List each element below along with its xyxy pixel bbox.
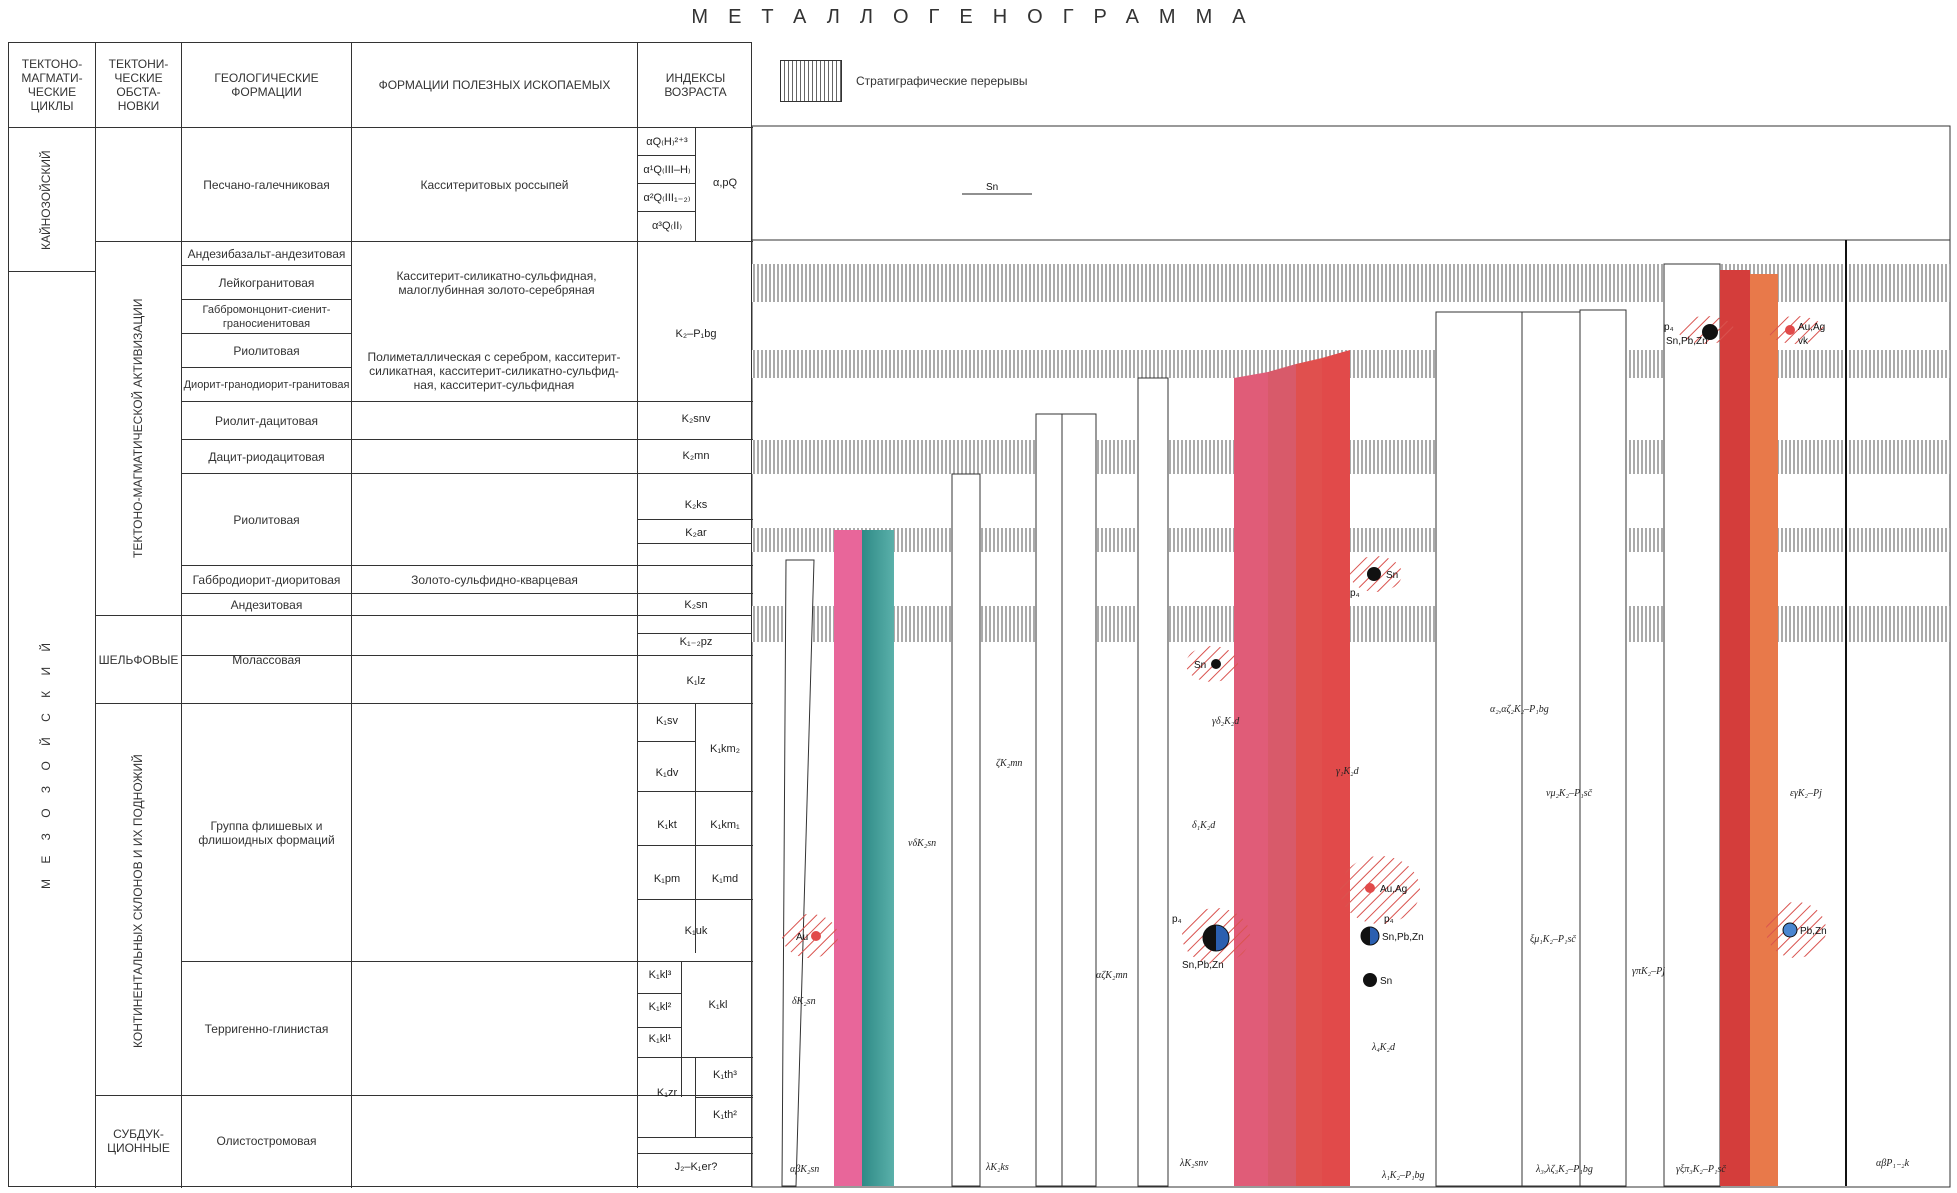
setting-shelf: ШЕЛЬФОВЫЕ [98, 652, 179, 667]
mineral-label: Au,Ag [1380, 884, 1408, 895]
geo-rhyolite-lower: Риолитовая [233, 512, 300, 527]
age-k1km1: K₁km₁ [710, 819, 740, 831]
column-g1k2d [1296, 358, 1322, 1186]
column-d1k2d [1268, 364, 1296, 1186]
age-q-h: αQ₍H₎²⁺³ [646, 136, 688, 148]
mineral-label: Sn,Pb,Zn [1182, 960, 1224, 971]
geo-gabbrodiorite: Габбродиорит-диоритовая [192, 572, 341, 587]
age-q-ii: α³Q₍II₎ [651, 220, 683, 232]
mineral-label: Au,Ag [1798, 322, 1826, 333]
header-geological-formations: ГЕОЛОГИЧЕСКИЕ ФОРМАЦИИ [214, 71, 319, 99]
column-egk2pj [1750, 274, 1778, 1186]
mineral-label: Sn [1194, 660, 1207, 671]
ore-cassiterite-placers: Касситеритовых россыпей [420, 177, 569, 192]
age-k1dv: K₁dv [655, 767, 679, 779]
ore-cassiterite-silicate-sulfide: Касситерит-силикатно-сульфидная, малоглубинная золото-серебряная [396, 268, 597, 297]
setting-continental: КОНТИНЕНТАЛЬНЫХ СКЛОНОВ И ИХ ПОДНОЖИЙ [131, 754, 145, 1048]
column-label: ζK₂mn [996, 758, 1023, 769]
age-k1km2: K₁km₂ [710, 743, 740, 755]
mineral-label: p₄ [1350, 588, 1360, 599]
column-lk2ks [952, 474, 980, 1186]
column-label: λ₃,λζ₃K₂–P₁bg [1536, 1164, 1593, 1175]
age-q-iii-h: α¹Q₍III–H₎ [643, 164, 691, 176]
geo-andesite: Андезитовая [230, 597, 303, 612]
age-k1md: K₁md [711, 873, 739, 885]
header-ore-formations: ФОРМАЦИИ ПОЛЕЗНЫХ ИСКОПАЕМЫХ [378, 78, 611, 92]
marker-sn [1211, 659, 1221, 669]
hiatus-legend-label: Стратиграфические перерывы [856, 74, 1028, 88]
column-gxp3 [1664, 264, 1720, 1186]
setting-subduction: СУБДУК-ЦИОННЫЕ [107, 1127, 170, 1155]
column-label: ξμ₁K₂–P₁sč [1530, 934, 1576, 945]
marker-sn3 [1363, 973, 1377, 987]
marker-au [811, 931, 821, 941]
marker-snpbzn2-half [1361, 927, 1370, 945]
geo-rhyolite-upper: Риолитовая [233, 343, 300, 358]
column-ndk2sn-teal [862, 530, 894, 1186]
geo-diorite-granodiorite: Диорит-гранодиорит-гранитовая [183, 378, 350, 391]
column-abk2sn [782, 560, 814, 1186]
geo-gabbromonzonite: Габбромонцонит-сиенит-граносиенитовая [202, 303, 331, 330]
mineral-label: p₄ [1664, 322, 1674, 333]
age-k12pz: K₁₋₂pz [679, 636, 713, 648]
ore-gold-sulfide-quartz: Золото-сульфидно-кварцевая [411, 572, 578, 587]
geo-rhyolite-dacite: Риолит-дацитовая [214, 413, 318, 428]
mineral-label: Sn [1386, 570, 1399, 581]
column-label: α₂,αζ₂K₂–P₁bg [1490, 704, 1549, 715]
column-gd2k2d [1234, 372, 1268, 1186]
column-label: αζK₂mn [1096, 970, 1128, 981]
geo-leucogranite: Лейкогранитовая [218, 275, 315, 290]
geo-flysch: Группа флишевых и флишоидных формаций [198, 818, 335, 847]
column-label: γ₁K₂d [1336, 766, 1359, 777]
column-label: νμ₂K₂–P₁sč [1546, 788, 1592, 799]
column-label: αβK₂sn [790, 1164, 820, 1175]
age-k2ar: K₂ar [685, 527, 707, 539]
age-j2k1er: J₂–K₁er? [674, 1161, 718, 1173]
column-label: νδK₂sn [908, 838, 937, 849]
geo-andesibasalt: Андезибазальт-андезитовая [187, 246, 346, 261]
age-k1kt: K₁kt [657, 819, 677, 831]
mineral-label: Au [796, 932, 809, 943]
column-em1 [1580, 310, 1626, 1186]
mineral-label: Pb,Zn [1800, 926, 1827, 937]
column-zk2mn [1036, 414, 1062, 1186]
marker-auag-top [1785, 325, 1795, 335]
age-k1pm: K₁pm [653, 873, 681, 885]
mineral-label: p₄ [1384, 914, 1394, 925]
marker-sn [1367, 567, 1381, 581]
age-k2p1bg: K₂–P₁bg [675, 328, 717, 340]
column-label: λ₄K₂d [1372, 1042, 1395, 1053]
age-k2sn: K₂sn [684, 599, 708, 611]
geo-molasse: Молассовая [232, 652, 301, 667]
cycle-cenozoic: КАЙНОЗОЙСКИЙ [39, 150, 53, 250]
column-label: εγK₂–Pj [1790, 788, 1822, 799]
diagram-title: МЕТАЛЛОГЕНОГРАММА [691, 6, 1266, 28]
mineral-label: vk [1798, 336, 1808, 347]
age-k1sv: K₁sv [655, 715, 679, 727]
cycle-mesozoic: М Е З О З О Й С К И Й [39, 636, 53, 890]
column-label: γδ₂K₂d [1212, 716, 1240, 727]
column-dk2sn-pink [834, 530, 862, 1186]
column-gpk2pj [1720, 270, 1750, 1186]
column-label: γπK₂–Pj [1632, 966, 1665, 977]
column-label: λK₂snv [1180, 1158, 1208, 1169]
column-lk2snv [1138, 378, 1168, 1186]
age-k1th2: K₁th² [713, 1109, 737, 1121]
age-q-iii12: α²Q₍III₁₋₂₎ [643, 192, 691, 204]
column-label: αβP₁₋₂k [1876, 1158, 1910, 1169]
age-k1kl1: K₁kl¹ [648, 1033, 672, 1045]
header-cycles: ТЕКТОНО-МАГМАТИ-ЧЕСКИЕ ЦИКЛЫ [21, 57, 83, 113]
marker-pbzn [1783, 923, 1797, 937]
age-k1zr: K₁zr [656, 1087, 678, 1099]
age-k1kl2: K₁kl² [648, 1001, 672, 1013]
column-label: δK₂sn [792, 996, 816, 1007]
header-settings: ТЕКТОНИ-ЧЕСКИЕ ОБСТА-НОВКИ [108, 57, 169, 113]
age-k1lz: K₁lz [686, 675, 706, 687]
column-l1k2p1bg [1436, 312, 1522, 1186]
column-label: λK₂ks [986, 1162, 1009, 1173]
mineral-label: Sn [1380, 976, 1393, 987]
header-age-indexes: ИНДЕКСЫ ВОЗРАСТА [664, 71, 727, 99]
ore-polymetallic: Полиметаллическая с серебром, касситерит-силикатная, касситерит-силикатно-сульфид-ная, касситерит-сульфидная [367, 350, 621, 392]
mineral-label: Sn,Pb,Zn [1666, 336, 1708, 347]
column-label: λ₁K₂–P₁bg [1382, 1170, 1425, 1181]
column-label: δ₁K₂d [1192, 820, 1216, 831]
mineral-label: p₄ [1172, 914, 1182, 925]
geo-olistostrome: Олистостромовая [216, 1134, 317, 1148]
column-label: γξπ₃K₂–P₁sč [1676, 1164, 1726, 1175]
geo-sand-gravel: Песчано-галечниковая [203, 177, 330, 192]
geo-dacite-rhyodacite: Дацит-риодацитовая [208, 449, 325, 464]
age-k2snv: K₂snv [681, 413, 711, 425]
age-k1th3: K₁th³ [713, 1069, 737, 1081]
age-k2ks: K₂ks [684, 499, 708, 511]
halo-au [782, 914, 838, 958]
setting-activation: ТЕКТОНО-МАГМАТИЧЕСКОЙ АКТИВИЗАЦИИ [131, 298, 145, 558]
age-k1kl: K₁kl [708, 999, 728, 1011]
mineral-label: Sn,Pb,Zn [1382, 932, 1424, 943]
geo-terrigenous: Терригенно-глинистая [204, 1021, 329, 1036]
age-k1uk: K₁uk [684, 925, 708, 937]
age-apq: α,pQ [712, 177, 738, 189]
age-k1kl3: K₁kl³ [648, 969, 672, 981]
column-azk2mn [1062, 414, 1096, 1186]
marker-auag [1365, 883, 1375, 893]
sn-label: Sn [986, 182, 999, 193]
age-k2mn: K₂mn [682, 450, 710, 462]
